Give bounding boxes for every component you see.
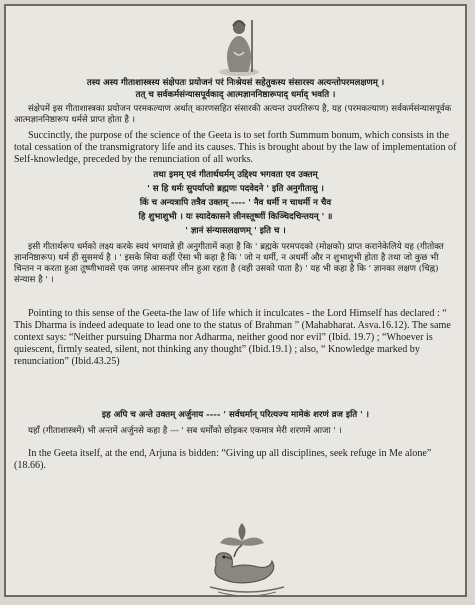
document-page <box>14 12 457 589</box>
english-paragraph-3: In the Geeta itself, at the end, Arjuna is bidden: “Giving up all disciplines, seek refuge in Me alone” (18.66). <box>14 448 432 471</box>
sanskrit-line-1: तस्य अस्य गीताशास्त्रस्य संक्षेपतः प्रयोजनं परं निःश्रेयसं सहेतुकस्य संसारस्य अत्यन्तोपरमलक्षणम् । <box>86 78 385 88</box>
swan-lotus-emblem <box>202 517 292 599</box>
english-paragraph-1: Succinctly, the purpose of the science of the Geeta is to set forth Summum bonum, which consists in the total cessation of the transmigratory life and its causes. This is brought about by the law of implementation of Self-knowledge, preceded by the renunciation of all works. <box>14 130 457 165</box>
sanskrit-line-6: हि शुभाशुभी । यः स्यादेकासने लीनस्तूष्णीं किञ्चिदचिन्तयन् ' ॥ <box>138 212 333 222</box>
hindi-paragraph-2: इसी गीतार्थरूप धर्मको लक्ष्य करके स्वयं भगवान्ने ही अनुगीतामें कहा है कि ' ब्रह्मके परमपदको (मोक्षको) प्राप्त करानेकेलिये यह (गीतोक्त ज्ञाननिष्ठारूप) धर्म ही सुसमर्थ है । ' इसके सिवा कहीं ऐसा भी कहा है कि ' जो न धर्मी, न अधर्मी और न शुभाशुभी होता है तथा जो कुछ भी चिन्तन न करता हुआ तूष्णीभावसे एक जगह आसनपर लीन हुआ रहता है (वही उसको पाता है) ' यह भी कहा है कि ' ज्ञानका लक्षण (चिह्न) संन्यास है ' । <box>14 242 444 285</box>
english-paragraph-2: Pointing to this sense of the Geeta-the law of life which it inculcates - the Lord Himself has declared : “ This Dharma is indeed adequate to lead one to the status of Brahman ” (Mahabharat. Asva.16.12). The same context says: “Neither pursuing Dharma nor Adharma, neither good nor evil” (Ibid. 19.7) ; “Whoever is quiescent, firmly seated, silent, not thinking any thought” (Ibid.19.1) ; also, “ Knowledge marked by renunciation” (Ibid.43.25) <box>14 308 451 367</box>
sanskrit-line-7: ' ज्ञानं संन्यासलक्षणम् ' इति च । <box>185 226 286 236</box>
page-frame <box>4 4 467 597</box>
sanskrit-line-3: तथा इमम् एवं गीतार्थधर्मम् उद्दिश्य भगवता एव उक्तम् <box>153 170 318 180</box>
sanskrit-line-8: इह अपि च अन्ते उक्तम् अर्जुनाय ---- ' सर्वधर्मान् परित्यज्य मामेकं शरणं व्रज इति ' । <box>101 410 370 420</box>
sanskrit-line-5: किं च अन्यत्रापि तत्रैव उक्तम् ---- ' नैव धर्मी न चाधर्मी न चैव <box>139 198 332 208</box>
hindi-paragraph-1: संक्षेपमें इस गीताशास्त्रका प्रयोजन परमकल्याण अर्थात् कारणसहित संसारकी अत्यन्त उपरतिरूप है, यह (परमकल्याण) सर्वकर्मसंन्यासपूर्वक आत्मज्ञाननिष्ठारूप धर्मसे प्राप्त होता है । <box>14 104 452 125</box>
sanskrit-line-2: तत् च सर्वकर्मसंन्यासपूर्वकाद् आत्मज्ञाननिष्ठारूपाद् धर्माद् भवति । <box>135 90 336 100</box>
hindi-paragraph-3: यहाँ (गीताशास्त्रमें) भी अन्तमें अर्जुनसे कहा है --- ' सब धर्मोंको छोड़कर एकमात्र मेरी शरणमें आजा ' । <box>28 426 342 436</box>
sanskrit-line-4: ' स हि धर्मः सुपर्याप्तो ब्रह्मणः पदवेदने ' इति अनुगीतासु । <box>147 184 324 194</box>
sage-figure-image <box>214 12 264 76</box>
